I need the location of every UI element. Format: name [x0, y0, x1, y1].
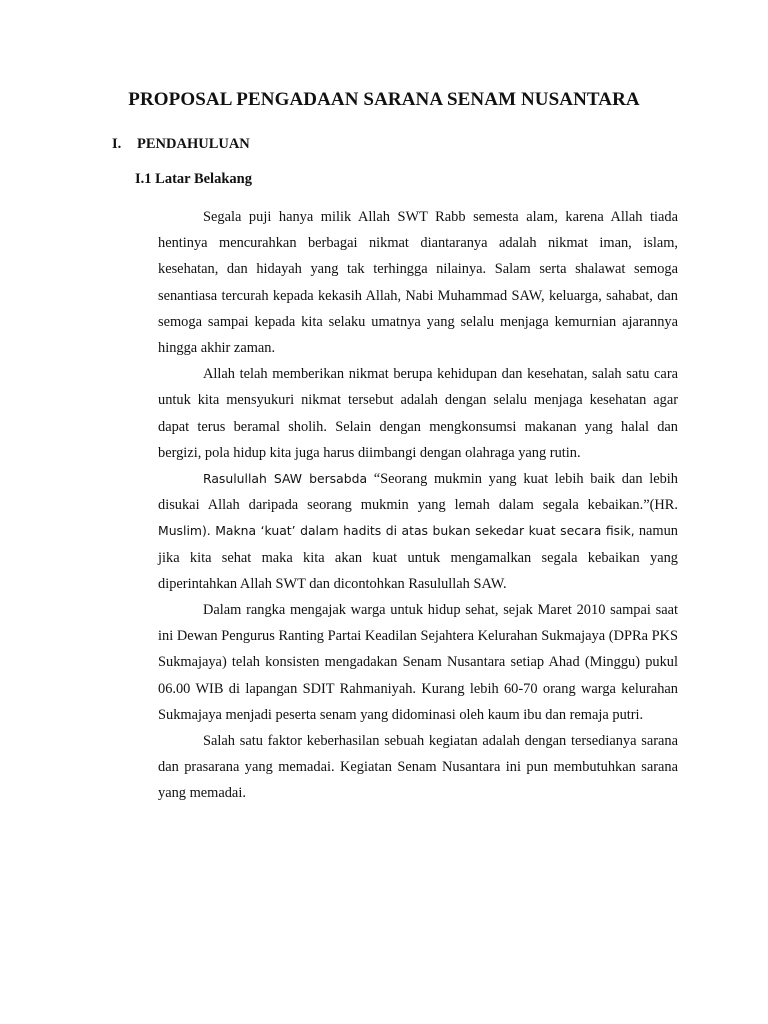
paragraph-3-explanation: Muslim). Makna ‘kuat’ dalam hadits di atas bukan sekedar kuat secara fisik,	[158, 523, 635, 539]
paragraph-1: Segala puji hanya milik Allah SWT Rabb semesta alam, karena Allah tiada hentinya mencurahkan berbagai nikmat diantaranya adalah nikmat iman, islam, kesehatan, dan hidayah yang tak terhingga nilainya. Salam serta shalawat semoga senantiasa tercurah kepada kekasih Allah, Nabi Muhammad SAW, keluarga, sahabat, dan semoga sampai kepada kita selaku umatnya yang selalu menjaga kemurnian ajarannya hingga akhir zaman.	[158, 209, 678, 357]
section-number: I.	[112, 136, 122, 152]
paragraph-3-intro: Rasulullah SAW bersabda	[203, 471, 368, 487]
subsection-heading: I.1 Latar Belakang	[135, 171, 252, 187]
section-heading	[112, 136, 250, 153]
paragraph-3	[158, 466, 678, 597]
section-title: PENDAHULUAN	[137, 136, 250, 152]
paragraph-5: Salah satu faktor keberhasilan sebuah kegiatan adalah dengan tersedianya sarana dan prasarana yang memadai. Kegiatan Senam Nusantara ini pun membutuhkan sarana yang memadai.	[158, 733, 678, 802]
body-text	[158, 204, 678, 807]
paragraph-4: Dalam rangka mengajak warga untuk hidup sehat, sejak Maret 2010 sampai saat ini Dewan Pengurus Ranting Partai Keadilan Sejahtera Kelurahan Sukmajaya (DPRa PKS Sukmajaya) telah konsisten mengadakan Senam Nusantara setiap Ahad (Minggu) pukul 06.00 WIB di lapangan SDIT Rahmaniyah. Kurang lebih 60-70 orang warga kelurahan Sukmajaya menjadi peserta senam yang didominasi oleh kaum ibu dan remaja putri.	[158, 602, 678, 723]
paragraph-3-quote: “Seorang mukmin yang kuat lebih baik dan lebih disukai Allah daripada seorang mukmin yang lemah dalam segala kebaikan.”(HR.	[158, 471, 678, 514]
paragraph-3-conclusion: namun jika kita sehat maka kita akan kuat untuk mengamalkan segala kebaikan yang diperintahkan Allah SWT dan dicontohkan Rasulullah SAW.	[158, 523, 678, 592]
document-title: PROPOSAL PENGADAAN SARANA SENAM NUSANTARA	[128, 89, 640, 110]
paragraph-2: Allah telah memberikan nikmat berupa kehidupan dan kesehatan, salah satu cara untuk kita mensyukuri nikmat tersebut adalah dengan selalu menjaga kesehatan agar dapat terus beramal sholih. Selain dengan mengkonsumsi makanan yang halal dan bergizi, pola hidup kita juga harus diimbangi dengan olahraga yang rutin.	[158, 366, 678, 461]
